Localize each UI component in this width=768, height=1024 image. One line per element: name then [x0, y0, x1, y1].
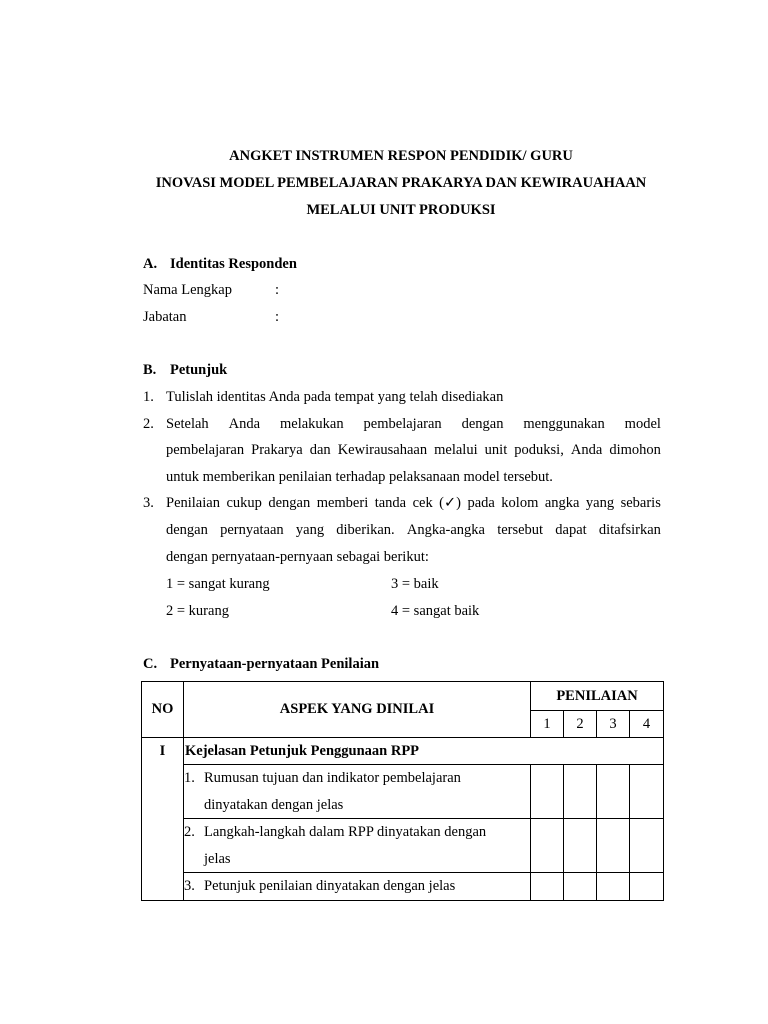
title-line-2: INOVASI MODEL PEMBELAJARAN PRAKARYA DAN KEWIRAUAHAAN: [155, 175, 647, 191]
assessment-table: [141, 681, 664, 901]
table-row-item-2: [184, 819, 531, 873]
word: yang: [295, 522, 325, 538]
score-cell-3[interactable]: [597, 819, 630, 873]
score-cell-1[interactable]: [531, 765, 564, 819]
section-a-heading: Identitas Responden: [170, 256, 297, 272]
no-cell-blank: [142, 765, 184, 819]
word: melakukan: [279, 416, 344, 432]
score-cell-2[interactable]: [564, 873, 597, 901]
field-colon-jabatan: :: [275, 309, 280, 325]
word: dan: [309, 442, 331, 458]
section-c-heading: Pernyataan-pernyataan Penilaian: [170, 656, 380, 672]
word: dapat: [555, 522, 587, 538]
header-aspect: ASPEK YANG DINILAI: [184, 682, 531, 738]
score-header-2: 2: [564, 711, 597, 738]
item-text-cont: dinyatakan dengan jelas: [204, 796, 344, 813]
item-number: 1.: [184, 770, 195, 786]
word: model: [624, 416, 661, 432]
word: melalui: [434, 442, 478, 458]
word: cek: [412, 495, 433, 511]
instruction-3-number: 3.: [143, 495, 154, 511]
section-a-letter: A.: [143, 256, 158, 272]
instruction-3-line-3: dengan pernyataan-pernyaan sebagai berikut:: [166, 549, 429, 565]
field-label-nama: Nama Lengkap: [143, 282, 232, 298]
scale-item-3: 3 = baik: [391, 576, 439, 592]
instruction-2-line-2: [166, 443, 661, 458]
word: poduksi,: [514, 442, 564, 458]
word: cukup: [226, 495, 262, 511]
word: pada: [467, 495, 495, 511]
score-cell-3[interactable]: [597, 765, 630, 819]
word: Penilaian: [166, 495, 220, 511]
word: Setelah: [166, 416, 209, 432]
title-line-1: ANGKET INSTRUMEN RESPON PENDIDIK/ GURU: [229, 148, 573, 164]
word: angka: [544, 495, 580, 511]
word: menggunakan: [523, 416, 605, 432]
score-header-4: 4: [630, 711, 664, 738]
word: ditafsirkan: [598, 522, 661, 538]
score-cell-3[interactable]: [597, 873, 630, 901]
item-text: Rumusan tujuan dan indikator pembelajaran: [204, 770, 461, 786]
word: memberi: [316, 495, 369, 511]
item-text-cont: jelas: [204, 850, 231, 867]
item-text: Petunjuk penilaian dinyatakan dengan jelas: [204, 878, 456, 894]
item-number: 2.: [184, 824, 195, 840]
scale-item-1: 1 = sangat kurang: [166, 576, 270, 592]
header-no: NO: [142, 682, 184, 738]
word: tanda: [374, 495, 407, 511]
word: pernyataan: [220, 522, 284, 538]
word: dengan: [268, 495, 311, 511]
instruction-3-line-2: [166, 523, 661, 538]
word: Angka-angka: [406, 522, 485, 538]
score-cell-2[interactable]: [564, 819, 597, 873]
word: pembelajaran: [166, 442, 245, 458]
instruction-1-number: 1.: [143, 389, 154, 405]
word: dimohon: [609, 442, 661, 458]
header-penilaian: PENILAIAN: [531, 682, 664, 711]
word: Anda: [570, 442, 603, 458]
no-cell-blank: [142, 819, 184, 873]
table-row-item-3: [184, 873, 531, 901]
instruction-3-line-1: [166, 496, 661, 511]
section-b-letter: B.: [143, 362, 157, 378]
group-no: I: [142, 738, 184, 765]
word: Anda: [228, 416, 261, 432]
field-colon-nama: :: [275, 282, 280, 298]
scale-item-2: 2 = kurang: [166, 603, 229, 619]
item-text: Langkah-langkah dalam RPP dinyatakan dengan: [204, 824, 487, 840]
checkmark-word: (✓): [439, 495, 461, 511]
score-cell-4[interactable]: [630, 873, 664, 901]
table-row-item-1: [184, 765, 531, 819]
word: sebaris: [620, 495, 661, 511]
score-cell-2[interactable]: [564, 765, 597, 819]
word: dengan: [166, 522, 208, 538]
instruction-2-line-3: untuk memberikan penilaian terhadap pelaksanaan model tersebut.: [166, 469, 553, 485]
field-label-jabatan: Jabatan: [143, 309, 187, 325]
title-line-3: MELALUI UNIT PRODUKSI: [306, 202, 496, 218]
score-cell-1[interactable]: [531, 873, 564, 901]
word: Kewirausahaan: [337, 442, 428, 458]
instruction-2-line-1: [166, 417, 661, 432]
item-number: 3.: [184, 878, 195, 894]
instruction-1-text: Tulislah identitas Anda pada tempat yang telah disediakan: [166, 389, 504, 405]
word: diberikan.: [336, 522, 395, 538]
word: unit: [484, 442, 508, 458]
score-header-3: 3: [597, 711, 630, 738]
score-cell-1[interactable]: [531, 819, 564, 873]
group-title: Kejelasan Petunjuk Penggunaan RPP: [184, 738, 664, 765]
word: yang: [585, 495, 615, 511]
word: dengan: [461, 416, 504, 432]
score-header-1: 1: [531, 711, 564, 738]
word: kolom: [501, 495, 539, 511]
word: Prakarya: [251, 442, 303, 458]
score-cell-4[interactable]: [630, 819, 664, 873]
scale-item-4: 4 = sangat baik: [391, 603, 480, 619]
section-c-letter: C.: [143, 656, 158, 672]
word: pembelajaran: [363, 416, 442, 432]
no-cell-blank: [142, 873, 184, 901]
section-b-heading: Petunjuk: [170, 362, 228, 378]
instruction-2-number: 2.: [143, 416, 154, 432]
score-cell-4[interactable]: [630, 765, 664, 819]
word: tersebut: [497, 522, 544, 538]
